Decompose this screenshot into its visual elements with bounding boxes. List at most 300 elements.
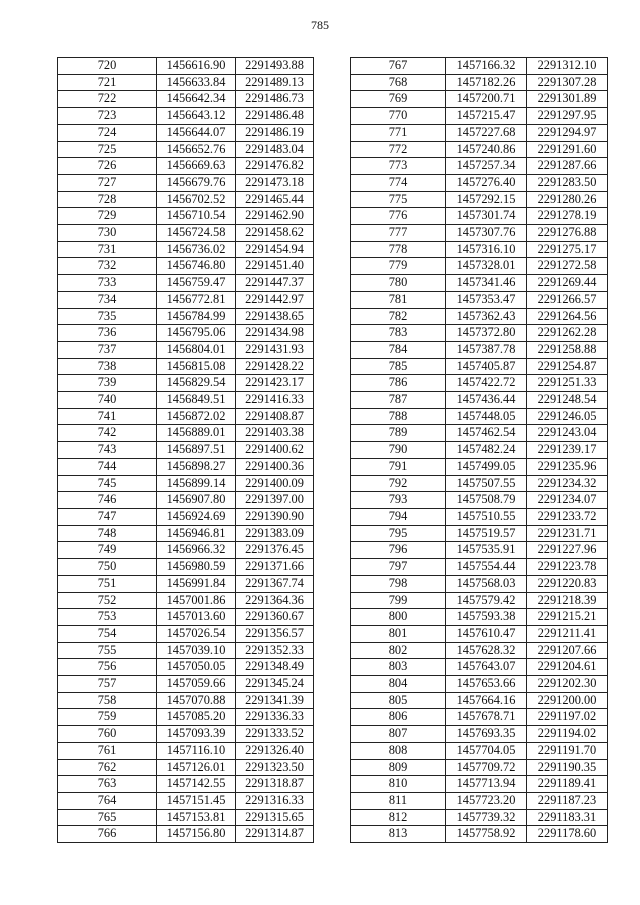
- x-coordinate-cell: 1456702.52: [157, 191, 236, 208]
- y-coordinate-cell: 2291367.74: [236, 575, 314, 592]
- y-coordinate-cell: 2291248.54: [527, 392, 608, 409]
- point-number-cell: 732: [58, 258, 157, 275]
- point-number-cell: 803: [351, 659, 446, 676]
- y-coordinate-cell: 2291197.02: [527, 709, 608, 726]
- x-coordinate-cell: 1457116.10: [157, 742, 236, 759]
- x-coordinate-cell: 1457628.32: [446, 642, 527, 659]
- table-row: [58, 692, 314, 709]
- point-number-cell: 756: [58, 659, 157, 676]
- table-row: [351, 792, 608, 809]
- y-coordinate-cell: 2291390.90: [236, 508, 314, 525]
- table-row: [58, 442, 314, 459]
- x-coordinate-cell: 1457507.55: [446, 475, 527, 492]
- coordinates-table-right: [350, 57, 608, 843]
- table-row: [58, 124, 314, 141]
- table-row: [58, 826, 314, 843]
- x-coordinate-cell: 1457593.38: [446, 609, 527, 626]
- point-number-cell: 784: [351, 341, 446, 358]
- point-number-cell: 737: [58, 341, 157, 358]
- y-coordinate-cell: 2291254.87: [527, 358, 608, 375]
- y-coordinate-cell: 2291234.32: [527, 475, 608, 492]
- point-number-cell: 804: [351, 676, 446, 693]
- point-number-cell: 763: [58, 776, 157, 793]
- table-row: [58, 425, 314, 442]
- point-number-cell: 810: [351, 776, 446, 793]
- table-row: [351, 58, 608, 75]
- y-coordinate-cell: 2291486.19: [236, 124, 314, 141]
- table-row: [58, 91, 314, 108]
- x-coordinate-cell: 1457387.78: [446, 341, 527, 358]
- table-row: [351, 275, 608, 292]
- point-number-cell: 736: [58, 325, 157, 342]
- x-coordinate-cell: 1457050.05: [157, 659, 236, 676]
- x-coordinate-cell: 1456899.14: [157, 475, 236, 492]
- x-coordinate-cell: 1457653.66: [446, 676, 527, 693]
- x-coordinate-cell: 1456633.84: [157, 74, 236, 91]
- x-coordinate-cell: 1457643.07: [446, 659, 527, 676]
- point-number-cell: 785: [351, 358, 446, 375]
- x-coordinate-cell: 1457240.86: [446, 141, 527, 158]
- point-number-cell: 764: [58, 792, 157, 809]
- table-row: [58, 141, 314, 158]
- x-coordinate-cell: 1457610.47: [446, 625, 527, 642]
- y-coordinate-cell: 2291287.66: [527, 158, 608, 175]
- table-row: [351, 625, 608, 642]
- y-coordinate-cell: 2291220.83: [527, 575, 608, 592]
- table-row: [58, 559, 314, 576]
- x-coordinate-cell: 1457664.16: [446, 692, 527, 709]
- point-number-cell: 751: [58, 575, 157, 592]
- point-number-cell: 730: [58, 225, 157, 242]
- table-row: [351, 508, 608, 525]
- table-row: [58, 358, 314, 375]
- table-body: [58, 58, 314, 843]
- point-number-cell: 759: [58, 709, 157, 726]
- point-number-cell: 724: [58, 124, 157, 141]
- point-number-cell: 723: [58, 108, 157, 125]
- point-number-cell: 771: [351, 124, 446, 141]
- table-row: [351, 358, 608, 375]
- y-coordinate-cell: 2291486.73: [236, 91, 314, 108]
- y-coordinate-cell: 2291438.65: [236, 308, 314, 325]
- y-coordinate-cell: 2291442.97: [236, 291, 314, 308]
- table-row: [58, 392, 314, 409]
- y-coordinate-cell: 2291233.72: [527, 508, 608, 525]
- point-number-cell: 745: [58, 475, 157, 492]
- y-coordinate-cell: 2291348.49: [236, 659, 314, 676]
- point-number-cell: 746: [58, 492, 157, 509]
- y-coordinate-cell: 2291200.00: [527, 692, 608, 709]
- table-row: [351, 191, 608, 208]
- point-number-cell: 806: [351, 709, 446, 726]
- table-row: [58, 258, 314, 275]
- x-coordinate-cell: 1457070.88: [157, 692, 236, 709]
- y-coordinate-cell: 2291178.60: [527, 826, 608, 843]
- x-coordinate-cell: 1457535.91: [446, 542, 527, 559]
- x-coordinate-cell: 1456829.54: [157, 375, 236, 392]
- table-row: [351, 442, 608, 459]
- table-row: [58, 475, 314, 492]
- point-number-cell: 773: [351, 158, 446, 175]
- x-coordinate-cell: 1457678.71: [446, 709, 527, 726]
- point-number-cell: 733: [58, 275, 157, 292]
- point-number-cell: 762: [58, 759, 157, 776]
- table-row: [351, 559, 608, 576]
- point-number-cell: 793: [351, 492, 446, 509]
- point-number-cell: 735: [58, 308, 157, 325]
- x-coordinate-cell: 1457013.60: [157, 609, 236, 626]
- x-coordinate-cell: 1456679.76: [157, 174, 236, 191]
- y-coordinate-cell: 2291231.71: [527, 525, 608, 542]
- x-coordinate-cell: 1457341.46: [446, 275, 527, 292]
- table-row: [58, 759, 314, 776]
- y-coordinate-cell: 2291483.04: [236, 141, 314, 158]
- y-coordinate-cell: 2291291.60: [527, 141, 608, 158]
- y-coordinate-cell: 2291489.13: [236, 74, 314, 91]
- y-coordinate-cell: 2291227.96: [527, 542, 608, 559]
- y-coordinate-cell: 2291275.17: [527, 241, 608, 258]
- table-row: [351, 726, 608, 743]
- x-coordinate-cell: 1457568.03: [446, 575, 527, 592]
- table-row: [58, 408, 314, 425]
- x-coordinate-cell: 1457166.32: [446, 58, 527, 75]
- y-coordinate-cell: 2291336.33: [236, 709, 314, 726]
- y-coordinate-cell: 2291211.41: [527, 625, 608, 642]
- y-coordinate-cell: 2291278.19: [527, 208, 608, 225]
- x-coordinate-cell: 1457713.94: [446, 776, 527, 793]
- table-row: [58, 525, 314, 542]
- x-coordinate-cell: 1457436.44: [446, 392, 527, 409]
- x-coordinate-cell: 1457156.80: [157, 826, 236, 843]
- y-coordinate-cell: 2291283.50: [527, 174, 608, 191]
- table-row: [58, 575, 314, 592]
- point-number-cell: 780: [351, 275, 446, 292]
- y-coordinate-cell: 2291258.88: [527, 341, 608, 358]
- table-row: [351, 141, 608, 158]
- table-row: [351, 676, 608, 693]
- y-coordinate-cell: 2291272.58: [527, 258, 608, 275]
- y-coordinate-cell: 2291297.95: [527, 108, 608, 125]
- x-coordinate-cell: 1456897.51: [157, 442, 236, 459]
- table-row: [58, 275, 314, 292]
- point-number-cell: 748: [58, 525, 157, 542]
- table-row: [58, 241, 314, 258]
- table-row: [58, 508, 314, 525]
- point-number-cell: 758: [58, 692, 157, 709]
- table-row: [58, 792, 314, 809]
- table-row: [58, 341, 314, 358]
- x-coordinate-cell: 1457372.80: [446, 325, 527, 342]
- table-row: [351, 408, 608, 425]
- table-row: [351, 575, 608, 592]
- y-coordinate-cell: 2291251.33: [527, 375, 608, 392]
- x-coordinate-cell: 1457482.24: [446, 442, 527, 459]
- x-coordinate-cell: 1457059.66: [157, 676, 236, 693]
- table-row: [351, 425, 608, 442]
- point-number-cell: 725: [58, 141, 157, 158]
- x-coordinate-cell: 1456907.80: [157, 492, 236, 509]
- x-coordinate-cell: 1456898.27: [157, 458, 236, 475]
- y-coordinate-cell: 2291400.62: [236, 442, 314, 459]
- y-coordinate-cell: 2291264.56: [527, 308, 608, 325]
- point-number-cell: 801: [351, 625, 446, 642]
- point-number-cell: 791: [351, 458, 446, 475]
- y-coordinate-cell: 2291307.28: [527, 74, 608, 91]
- page-number: 785: [311, 18, 329, 32]
- point-number-cell: 757: [58, 676, 157, 693]
- point-number-cell: 794: [351, 508, 446, 525]
- y-coordinate-cell: 2291333.52: [236, 726, 314, 743]
- x-coordinate-cell: 1456815.08: [157, 358, 236, 375]
- table-row: [351, 492, 608, 509]
- table-row: [351, 225, 608, 242]
- table-row: [351, 258, 608, 275]
- point-number-cell: 808: [351, 742, 446, 759]
- point-number-cell: 795: [351, 525, 446, 542]
- table-row: [351, 208, 608, 225]
- y-coordinate-cell: 2291314.87: [236, 826, 314, 843]
- table-row: [58, 225, 314, 242]
- y-coordinate-cell: 2291269.44: [527, 275, 608, 292]
- table-row: [58, 742, 314, 759]
- table-row: [58, 609, 314, 626]
- point-number-cell: 781: [351, 291, 446, 308]
- coordinates-table-left: [57, 57, 314, 843]
- table-row: [58, 642, 314, 659]
- table-row: [351, 542, 608, 559]
- x-coordinate-cell: 1457422.72: [446, 375, 527, 392]
- table-row: [58, 809, 314, 826]
- y-coordinate-cell: 2291243.04: [527, 425, 608, 442]
- point-number-cell: 807: [351, 726, 446, 743]
- x-coordinate-cell: 1457709.72: [446, 759, 527, 776]
- x-coordinate-cell: 1456710.54: [157, 208, 236, 225]
- table-row: [58, 74, 314, 91]
- x-coordinate-cell: 1457257.34: [446, 158, 527, 175]
- y-coordinate-cell: 2291352.33: [236, 642, 314, 659]
- y-coordinate-cell: 2291235.96: [527, 458, 608, 475]
- y-coordinate-cell: 2291301.89: [527, 91, 608, 108]
- x-coordinate-cell: 1456980.59: [157, 559, 236, 576]
- x-coordinate-cell: 1456966.32: [157, 542, 236, 559]
- table-row: [351, 124, 608, 141]
- x-coordinate-cell: 1456872.02: [157, 408, 236, 425]
- y-coordinate-cell: 2291266.57: [527, 291, 608, 308]
- table-row: [351, 241, 608, 258]
- x-coordinate-cell: 1457126.01: [157, 759, 236, 776]
- x-coordinate-cell: 1457026.54: [157, 625, 236, 642]
- y-coordinate-cell: 2291364.36: [236, 592, 314, 609]
- table-row: [351, 91, 608, 108]
- y-coordinate-cell: 2291360.67: [236, 609, 314, 626]
- table-row: [351, 709, 608, 726]
- y-coordinate-cell: 2291465.44: [236, 191, 314, 208]
- table-row: [351, 158, 608, 175]
- table-row: [58, 625, 314, 642]
- point-number-cell: 767: [351, 58, 446, 75]
- point-number-cell: 742: [58, 425, 157, 442]
- point-number-cell: 768: [351, 74, 446, 91]
- table-row: [351, 742, 608, 759]
- x-coordinate-cell: 1457554.44: [446, 559, 527, 576]
- table-row: [351, 826, 608, 843]
- x-coordinate-cell: 1457151.45: [157, 792, 236, 809]
- y-coordinate-cell: 2291215.21: [527, 609, 608, 626]
- point-number-cell: 752: [58, 592, 157, 609]
- point-number-cell: 726: [58, 158, 157, 175]
- table-row: [58, 458, 314, 475]
- point-number-cell: 789: [351, 425, 446, 442]
- x-coordinate-cell: 1456669.63: [157, 158, 236, 175]
- y-coordinate-cell: 2291312.10: [527, 58, 608, 75]
- x-coordinate-cell: 1457362.43: [446, 308, 527, 325]
- y-coordinate-cell: 2291400.36: [236, 458, 314, 475]
- point-number-cell: 809: [351, 759, 446, 776]
- x-coordinate-cell: 1457215.47: [446, 108, 527, 125]
- x-coordinate-cell: 1457353.47: [446, 291, 527, 308]
- point-number-cell: 772: [351, 141, 446, 158]
- point-number-cell: 755: [58, 642, 157, 659]
- y-coordinate-cell: 2291323.50: [236, 759, 314, 776]
- y-coordinate-cell: 2291223.78: [527, 559, 608, 576]
- x-coordinate-cell: 1456924.69: [157, 508, 236, 525]
- point-number-cell: 744: [58, 458, 157, 475]
- point-number-cell: 787: [351, 392, 446, 409]
- x-coordinate-cell: 1457142.55: [157, 776, 236, 793]
- x-coordinate-cell: 1457510.55: [446, 508, 527, 525]
- y-coordinate-cell: 2291397.00: [236, 492, 314, 509]
- y-coordinate-cell: 2291294.97: [527, 124, 608, 141]
- y-coordinate-cell: 2291400.09: [236, 475, 314, 492]
- x-coordinate-cell: 1457182.26: [446, 74, 527, 91]
- x-coordinate-cell: 1457508.79: [446, 492, 527, 509]
- x-coordinate-cell: 1457292.15: [446, 191, 527, 208]
- point-number-cell: 754: [58, 625, 157, 642]
- point-number-cell: 792: [351, 475, 446, 492]
- point-number-cell: 729: [58, 208, 157, 225]
- point-number-cell: 782: [351, 308, 446, 325]
- table-body: [351, 58, 608, 843]
- point-number-cell: 788: [351, 408, 446, 425]
- y-coordinate-cell: 2291341.39: [236, 692, 314, 709]
- table-row: [351, 525, 608, 542]
- point-number-cell: 728: [58, 191, 157, 208]
- table-row: [58, 325, 314, 342]
- point-number-cell: 805: [351, 692, 446, 709]
- x-coordinate-cell: 1456784.99: [157, 308, 236, 325]
- table-row: [58, 158, 314, 175]
- x-coordinate-cell: 1457200.71: [446, 91, 527, 108]
- y-coordinate-cell: 2291207.66: [527, 642, 608, 659]
- table-row: [351, 458, 608, 475]
- table-row: [351, 341, 608, 358]
- table-row: [351, 325, 608, 342]
- table-row: [351, 642, 608, 659]
- point-number-cell: 765: [58, 809, 157, 826]
- table-row: [351, 108, 608, 125]
- y-coordinate-cell: 2291486.48: [236, 108, 314, 125]
- point-number-cell: 774: [351, 174, 446, 191]
- table-row: [58, 542, 314, 559]
- x-coordinate-cell: 1456889.01: [157, 425, 236, 442]
- y-coordinate-cell: 2291493.88: [236, 58, 314, 75]
- x-coordinate-cell: 1457001.86: [157, 592, 236, 609]
- point-number-cell: 786: [351, 375, 446, 392]
- y-coordinate-cell: 2291473.18: [236, 174, 314, 191]
- point-number-cell: 777: [351, 225, 446, 242]
- y-coordinate-cell: 2291234.07: [527, 492, 608, 509]
- x-coordinate-cell: 1456746.80: [157, 258, 236, 275]
- x-coordinate-cell: 1457307.76: [446, 225, 527, 242]
- table-row: [58, 291, 314, 308]
- table-row: [58, 174, 314, 191]
- y-coordinate-cell: 2291262.28: [527, 325, 608, 342]
- y-coordinate-cell: 2291326.40: [236, 742, 314, 759]
- x-coordinate-cell: 1456849.51: [157, 392, 236, 409]
- table-row: [58, 676, 314, 693]
- x-coordinate-cell: 1457519.57: [446, 525, 527, 542]
- point-number-cell: 761: [58, 742, 157, 759]
- point-number-cell: 775: [351, 191, 446, 208]
- x-coordinate-cell: 1457723.20: [446, 792, 527, 809]
- y-coordinate-cell: 2291431.93: [236, 341, 314, 358]
- table-row: [351, 609, 608, 626]
- point-number-cell: 798: [351, 575, 446, 592]
- point-number-cell: 769: [351, 91, 446, 108]
- x-coordinate-cell: 1457462.54: [446, 425, 527, 442]
- x-coordinate-cell: 1457328.01: [446, 258, 527, 275]
- x-coordinate-cell: 1456759.47: [157, 275, 236, 292]
- point-number-cell: 799: [351, 592, 446, 609]
- point-number-cell: 813: [351, 826, 446, 843]
- table-row: [58, 375, 314, 392]
- point-number-cell: 800: [351, 609, 446, 626]
- point-number-cell: 811: [351, 792, 446, 809]
- y-coordinate-cell: 2291447.37: [236, 275, 314, 292]
- point-number-cell: 739: [58, 375, 157, 392]
- y-coordinate-cell: 2291189.41: [527, 776, 608, 793]
- point-number-cell: 802: [351, 642, 446, 659]
- x-coordinate-cell: 1457085.20: [157, 709, 236, 726]
- y-coordinate-cell: 2291356.57: [236, 625, 314, 642]
- y-coordinate-cell: 2291183.31: [527, 809, 608, 826]
- point-number-cell: 741: [58, 408, 157, 425]
- table-row: [58, 208, 314, 225]
- table-row: [58, 709, 314, 726]
- point-number-cell: 738: [58, 358, 157, 375]
- point-number-cell: 812: [351, 809, 446, 826]
- y-coordinate-cell: 2291316.33: [236, 792, 314, 809]
- table-row: [58, 726, 314, 743]
- y-coordinate-cell: 2291383.09: [236, 525, 314, 542]
- table-row: [351, 809, 608, 826]
- point-number-cell: 797: [351, 559, 446, 576]
- table-row: [351, 759, 608, 776]
- table-row: [351, 692, 608, 709]
- table-row: [58, 308, 314, 325]
- x-coordinate-cell: 1457758.92: [446, 826, 527, 843]
- y-coordinate-cell: 2291454.94: [236, 241, 314, 258]
- y-coordinate-cell: 2291416.33: [236, 392, 314, 409]
- x-coordinate-cell: 1457301.74: [446, 208, 527, 225]
- y-coordinate-cell: 2291408.87: [236, 408, 314, 425]
- x-coordinate-cell: 1457153.81: [157, 809, 236, 826]
- y-coordinate-cell: 2291451.40: [236, 258, 314, 275]
- table-row: [351, 375, 608, 392]
- x-coordinate-cell: 1456772.81: [157, 291, 236, 308]
- x-coordinate-cell: 1456946.81: [157, 525, 236, 542]
- x-coordinate-cell: 1456642.34: [157, 91, 236, 108]
